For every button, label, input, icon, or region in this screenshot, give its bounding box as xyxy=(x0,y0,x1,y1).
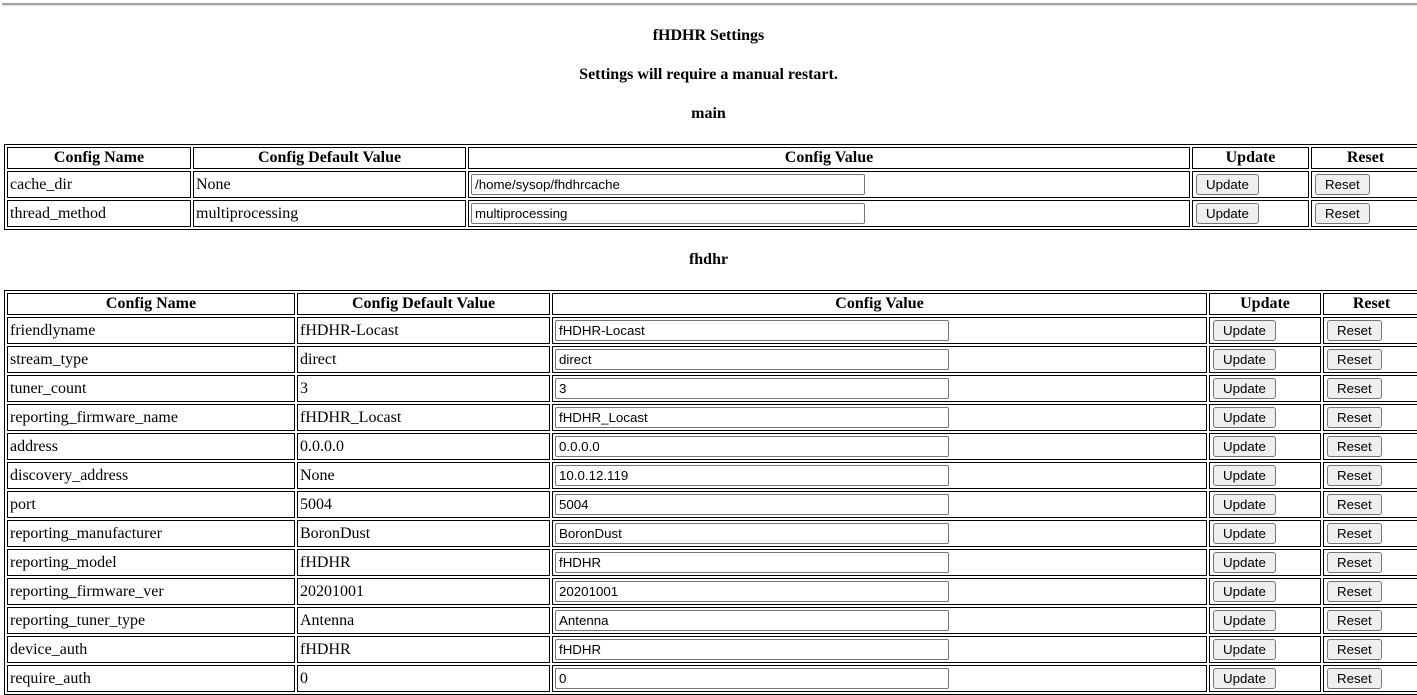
config-value-cell xyxy=(468,171,1190,198)
config-row xyxy=(7,200,1417,227)
update-button[interactable]: Update xyxy=(1213,465,1276,486)
config-name-cell: port xyxy=(7,491,295,518)
reset-cell xyxy=(1323,491,1417,518)
config-value-input[interactable] xyxy=(555,610,949,631)
config-name-cell: reporting_tuner_type xyxy=(7,607,295,634)
config-row xyxy=(7,462,1417,489)
col-header-reset: Reset xyxy=(1323,293,1417,315)
col-header-config-value: Config Value xyxy=(552,293,1207,315)
update-button[interactable]: Update xyxy=(1213,523,1276,544)
config-value-input[interactable] xyxy=(555,494,949,515)
config-row xyxy=(7,549,1417,576)
config-value-input[interactable] xyxy=(471,203,865,224)
config-row xyxy=(7,636,1417,663)
reset-button[interactable]: Reset xyxy=(1327,378,1382,399)
reset-button[interactable]: Reset xyxy=(1327,523,1382,544)
config-value-cell xyxy=(552,607,1207,634)
update-button[interactable]: Update xyxy=(1213,320,1276,341)
page-title: fHDHR Settings xyxy=(652,27,765,44)
config-row xyxy=(7,171,1417,198)
reset-button[interactable]: Reset xyxy=(1315,203,1370,224)
config-default-cell: 20201001 xyxy=(297,578,550,605)
config-default-cell: 0.0.0.0 xyxy=(297,433,550,460)
update-cell xyxy=(1209,346,1321,373)
config-default-cell: 5004 xyxy=(297,491,550,518)
config-default-cell: direct xyxy=(297,346,550,373)
table-header-row xyxy=(7,147,1417,169)
config-row xyxy=(7,317,1417,344)
reset-cell xyxy=(1323,317,1417,344)
reset-button[interactable]: Reset xyxy=(1327,320,1382,341)
config-value-input[interactable] xyxy=(471,174,865,195)
config-value-cell xyxy=(552,433,1207,460)
config-default-cell: 0 xyxy=(297,665,550,692)
update-button[interactable]: Update xyxy=(1213,349,1276,370)
config-name-cell: reporting_manufacturer xyxy=(7,520,295,547)
update-cell xyxy=(1209,520,1321,547)
config-value-cell xyxy=(552,404,1207,431)
col-header-update: Update xyxy=(1192,147,1309,169)
config-default-cell: fHDHR-Locast xyxy=(297,317,550,344)
update-button[interactable]: Update xyxy=(1213,639,1276,660)
config-name-cell: reporting_model xyxy=(7,549,295,576)
config-name-cell: tuner_count xyxy=(7,375,295,402)
update-cell xyxy=(1209,317,1321,344)
section-fhdhr xyxy=(4,251,1413,695)
update-cell xyxy=(1209,375,1321,402)
update-cell xyxy=(1209,549,1321,576)
config-value-input[interactable] xyxy=(555,552,949,573)
reset-cell xyxy=(1323,665,1417,692)
reset-cell xyxy=(1323,375,1417,402)
config-row xyxy=(7,375,1417,402)
config-value-cell xyxy=(468,200,1190,227)
config-value-input[interactable] xyxy=(555,378,949,399)
table-header-row xyxy=(7,293,1417,315)
config-value-cell xyxy=(552,491,1207,518)
update-button[interactable]: Update xyxy=(1196,174,1259,195)
update-button[interactable]: Update xyxy=(1213,494,1276,515)
update-cell xyxy=(1209,491,1321,518)
update-button[interactable]: Update xyxy=(1213,552,1276,573)
config-default-cell: BoronDust xyxy=(297,520,550,547)
config-row xyxy=(7,346,1417,373)
config-default-cell: fHDHR xyxy=(297,549,550,576)
update-button[interactable]: Update xyxy=(1213,610,1276,631)
config-default-cell: None xyxy=(297,462,550,489)
reset-button[interactable]: Reset xyxy=(1327,668,1382,689)
update-button[interactable]: Update xyxy=(1213,581,1276,602)
update-cell xyxy=(1192,200,1309,227)
config-row xyxy=(7,607,1417,634)
update-cell xyxy=(1209,607,1321,634)
col-header-config-name: Config Name xyxy=(7,147,191,169)
config-default-cell: fHDHR xyxy=(297,636,550,663)
update-cell xyxy=(1209,404,1321,431)
update-cell xyxy=(1209,462,1321,489)
config-default-cell: None xyxy=(193,171,466,198)
update-button[interactable]: Update xyxy=(1213,378,1276,399)
update-button[interactable]: Update xyxy=(1213,407,1276,428)
config-name-cell: reporting_firmware_name xyxy=(7,404,295,431)
config-default-cell: multiprocessing xyxy=(193,200,466,227)
update-button[interactable]: Update xyxy=(1196,203,1259,224)
config-value-cell xyxy=(552,317,1207,344)
restart-notice: Settings will require a manual restart. xyxy=(579,66,838,83)
config-name-cell: cache_dir xyxy=(7,171,191,198)
config-name-cell: require_auth xyxy=(7,665,295,692)
config-default-cell: Antenna xyxy=(297,607,550,634)
col-header-config-name: Config Name xyxy=(7,293,295,315)
reset-cell xyxy=(1311,200,1417,227)
config-row xyxy=(7,433,1417,460)
config-value-input[interactable] xyxy=(555,581,949,602)
config-value-input[interactable] xyxy=(555,407,949,428)
reset-button[interactable]: Reset xyxy=(1327,552,1382,573)
config-value-input[interactable] xyxy=(555,668,949,689)
config-value-cell xyxy=(552,520,1207,547)
col-header-config-default-value: Config Default Value xyxy=(193,147,466,169)
config-table-fhdhr xyxy=(4,290,1417,695)
col-header-config-default-value: Config Default Value xyxy=(297,293,550,315)
update-button[interactable]: Update xyxy=(1213,668,1276,689)
reset-cell xyxy=(1323,636,1417,663)
config-name-cell: discovery_address xyxy=(7,462,295,489)
config-row xyxy=(7,404,1417,431)
config-value-input[interactable] xyxy=(555,523,949,544)
config-name-cell: reporting_firmware_ver xyxy=(7,578,295,605)
reset-button[interactable]: Reset xyxy=(1327,581,1382,602)
config-value-cell xyxy=(552,636,1207,663)
config-value-cell xyxy=(552,665,1207,692)
config-table-main xyxy=(4,144,1417,230)
reset-button[interactable]: Reset xyxy=(1315,174,1370,195)
config-name-cell: address xyxy=(7,433,295,460)
settings-page xyxy=(4,27,1413,695)
browser-chrome-divider xyxy=(2,3,1417,6)
update-cell xyxy=(1209,433,1321,460)
reset-button[interactable]: Reset xyxy=(1327,436,1382,457)
section-main xyxy=(4,105,1413,230)
config-name-cell: device_auth xyxy=(7,636,295,663)
reset-cell xyxy=(1323,346,1417,373)
config-value-cell xyxy=(552,375,1207,402)
reset-cell xyxy=(1323,404,1417,431)
config-value-cell xyxy=(552,549,1207,576)
config-value-cell xyxy=(552,578,1207,605)
update-button[interactable]: Update xyxy=(1213,436,1276,457)
reset-button[interactable]: Reset xyxy=(1327,407,1382,428)
reset-cell xyxy=(1323,549,1417,576)
col-header-update: Update xyxy=(1209,293,1321,315)
config-row xyxy=(7,491,1417,518)
reset-cell xyxy=(1323,578,1417,605)
config-value-input[interactable] xyxy=(555,349,949,370)
reset-button[interactable]: Reset xyxy=(1327,610,1382,631)
reset-cell xyxy=(1323,520,1417,547)
config-value-cell xyxy=(552,462,1207,489)
reset-button[interactable]: Reset xyxy=(1327,494,1382,515)
section-heading-fhdhr: fhdhr xyxy=(688,251,729,268)
update-cell xyxy=(1209,578,1321,605)
config-name-cell: stream_type xyxy=(7,346,295,373)
config-value-input[interactable] xyxy=(555,639,949,660)
reset-cell xyxy=(1323,607,1417,634)
config-row xyxy=(7,665,1417,692)
config-default-cell: 3 xyxy=(297,375,550,402)
col-header-config-value: Config Value xyxy=(468,147,1190,169)
reset-button[interactable]: Reset xyxy=(1327,639,1382,660)
reset-button[interactable]: Reset xyxy=(1327,349,1382,370)
reset-cell xyxy=(1311,171,1417,198)
config-value-input[interactable] xyxy=(555,436,949,457)
reset-button[interactable]: Reset xyxy=(1327,465,1382,486)
config-row xyxy=(7,520,1417,547)
config-row xyxy=(7,578,1417,605)
update-cell xyxy=(1192,171,1309,198)
config-name-cell: friendlyname xyxy=(7,317,295,344)
col-header-reset: Reset xyxy=(1311,147,1417,169)
config-value-cell xyxy=(552,346,1207,373)
update-cell xyxy=(1209,665,1321,692)
reset-cell xyxy=(1323,462,1417,489)
config-default-cell: fHDHR_Locast xyxy=(297,404,550,431)
config-value-input[interactable] xyxy=(555,465,949,486)
update-cell xyxy=(1209,636,1321,663)
reset-cell xyxy=(1323,433,1417,460)
config-name-cell: thread_method xyxy=(7,200,191,227)
section-heading-main: main xyxy=(691,105,726,122)
config-value-input[interactable] xyxy=(555,320,949,341)
